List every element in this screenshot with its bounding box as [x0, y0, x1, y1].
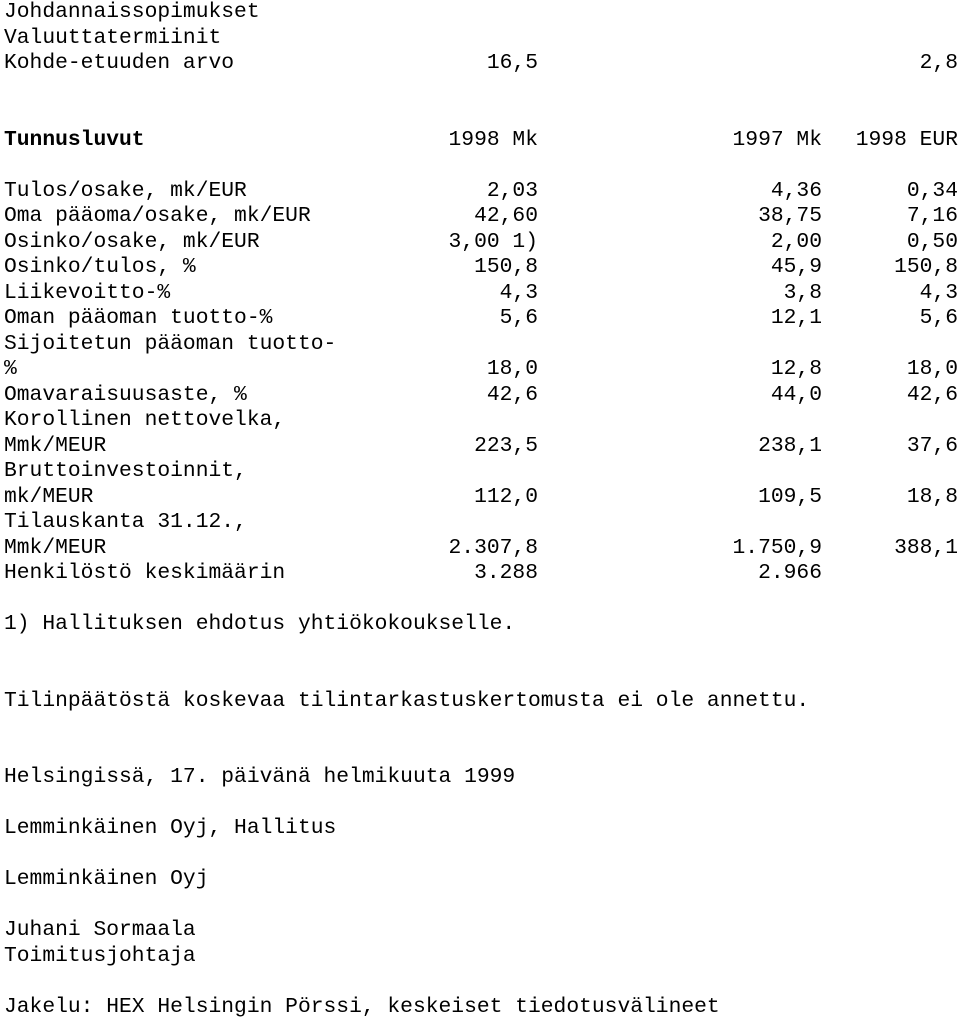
value-1998-mk: 3.288: [474, 561, 538, 585]
signer-name: Juhani Sormaala: [4, 918, 196, 942]
value-1997-mk: 2,00: [770, 229, 822, 254]
row-label: Oma pääoma/osake, mk/EUR: [4, 204, 311, 228]
board-signature: Lemminkäinen Oyj, Hallitus: [4, 816, 337, 840]
value-1997-mk: 45,9: [770, 255, 822, 279]
heading-currency-forwards: Valuuttatermiinit: [4, 25, 222, 50]
value-1997-mk: 1.750,9: [732, 535, 822, 560]
table-row: [4, 510, 960, 536]
value-1997-mk: 2.966: [758, 561, 822, 585]
value-1998-eur: 37,6: [906, 433, 958, 458]
value-1998-mk: 223,5: [474, 433, 538, 458]
table-row: [4, 281, 960, 307]
table-row: [4, 536, 960, 562]
row-label: Kohde-etuuden arvo: [4, 51, 235, 75]
table-row: [4, 332, 960, 358]
document: [4, 0, 960, 1020]
table-row: [4, 357, 960, 383]
table-row: [4, 179, 960, 205]
row-label: Mmk/MEUR: [4, 535, 107, 560]
row-label: Korollinen nettovelka,: [4, 408, 286, 432]
row-label: Tulos/osake, mk/EUR: [4, 178, 247, 203]
value-1998-mk: 5,6: [499, 306, 538, 330]
row-label: Osinko/osake, mk/EUR: [4, 229, 260, 254]
row-label: Osinko/tulos, %: [4, 255, 196, 279]
value-1998-mk: 3,00 1): [448, 229, 538, 254]
value-1998-eur: 18,0: [906, 357, 958, 381]
value-1998-mk: 18,0: [486, 357, 538, 381]
row-label: Henkilöstö keskimäärin: [4, 561, 286, 585]
row-label: Sijoitetun pääoman tuotto-: [4, 331, 337, 356]
value-1998-eur: 0,50: [906, 229, 958, 254]
key-figures-table: [4, 179, 960, 587]
table-row: [4, 383, 960, 409]
value-1998-eur: 2,8: [919, 51, 958, 75]
row-label: Bruttoinvestoinnit,: [4, 459, 247, 483]
value-1998-eur: 5,6: [919, 306, 958, 330]
value-1997-mk: [538, 510, 822, 536]
audit-note: Tilinpäätöstä koskevaa tilintarkastuskertomusta ei ole annettu.: [4, 688, 810, 713]
signer-title: Toimitusjohtaja: [4, 943, 196, 968]
value-1997-mk: 38,75: [758, 204, 822, 228]
table-row: [4, 434, 960, 460]
value-1998-mk: 16,5: [486, 51, 538, 75]
value-1998-mk: 150,8: [474, 255, 538, 279]
value-1997-mk: 4,36: [770, 178, 822, 203]
underlying-value-row: [4, 51, 960, 77]
row-label: mk/MEUR: [4, 484, 94, 509]
footnote: 1) Hallituksen ehdotus yhtiökokoukselle.: [4, 612, 516, 636]
value-1998-mk: 112,0: [474, 484, 538, 509]
value-1998-mk: 42,6: [486, 382, 538, 407]
table-row: [4, 255, 960, 281]
value-1998-mk: 4,3: [499, 280, 538, 305]
value-1997-mk: 109,5: [758, 484, 822, 509]
table-title: Tunnusluvut: [4, 127, 145, 152]
value-1998-eur: [822, 510, 958, 536]
value-1997-mk: [538, 332, 822, 358]
table-row: [4, 561, 960, 587]
value-1998-eur: [822, 408, 958, 434]
table-row: [4, 459, 960, 485]
column-header-1998-mk: 1998 Mk: [448, 127, 538, 152]
value-1998-mk: [404, 459, 538, 485]
value-1997-mk: 44,0: [770, 382, 822, 407]
value-1997-mk: [538, 51, 822, 77]
row-label: Liikevoitto-%: [4, 280, 171, 305]
row-label: %: [4, 357, 17, 381]
company-name: Lemminkäinen Oyj: [4, 867, 209, 891]
row-label: Tilauskanta 31.12.,: [4, 510, 247, 534]
value-1998-mk: [404, 510, 538, 536]
value-1998-eur: 18,8: [906, 484, 958, 509]
value-1998-eur: [822, 459, 958, 485]
column-header-1998-eur: 1998 EUR: [855, 127, 958, 152]
value-1998-mk: 2,03: [486, 178, 538, 203]
table-row: [4, 408, 960, 434]
row-label: Omavaraisuusaste, %: [4, 382, 247, 407]
value-1997-mk: [538, 459, 822, 485]
value-1998-eur: 150,8: [894, 255, 958, 279]
place-date: Helsingissä, 17. päivänä helmikuuta 1999: [4, 765, 516, 789]
value-1997-mk: 12,8: [770, 357, 822, 381]
table-row: [4, 306, 960, 332]
table-row: [4, 485, 960, 511]
table-row: [4, 204, 960, 230]
table-header: [4, 128, 960, 154]
row-label: Mmk/MEUR: [4, 433, 107, 458]
value-1998-eur: 42,6: [906, 382, 958, 407]
value-1998-eur: [822, 561, 958, 587]
value-1997-mk: 12,1: [770, 306, 822, 330]
value-1997-mk: [538, 408, 822, 434]
value-1998-eur: 4,3: [919, 280, 958, 305]
value-1998-mk: [404, 332, 538, 358]
column-header-1997-mk: 1997 Mk: [732, 127, 822, 152]
table-row: [4, 230, 960, 256]
value-1998-mk: [404, 408, 538, 434]
distribution: Jakelu: HEX Helsingin Pörssi, keskeiset tiedotusvälineet: [4, 994, 720, 1019]
value-1998-eur: [822, 332, 958, 358]
row-label: Oman pääoman tuotto-%: [4, 306, 273, 330]
value-1998-mk: 2.307,8: [448, 535, 538, 560]
value-1998-eur: 388,1: [894, 535, 958, 560]
value-1998-mk: 42,60: [474, 204, 538, 228]
value-1998-eur: 7,16: [906, 204, 958, 228]
value-1997-mk: 3,8: [783, 280, 822, 305]
heading-derivatives: Johdannaissopimukset: [4, 0, 260, 24]
value-1998-eur: 0,34: [906, 178, 958, 203]
value-1997-mk: 238,1: [758, 433, 822, 458]
